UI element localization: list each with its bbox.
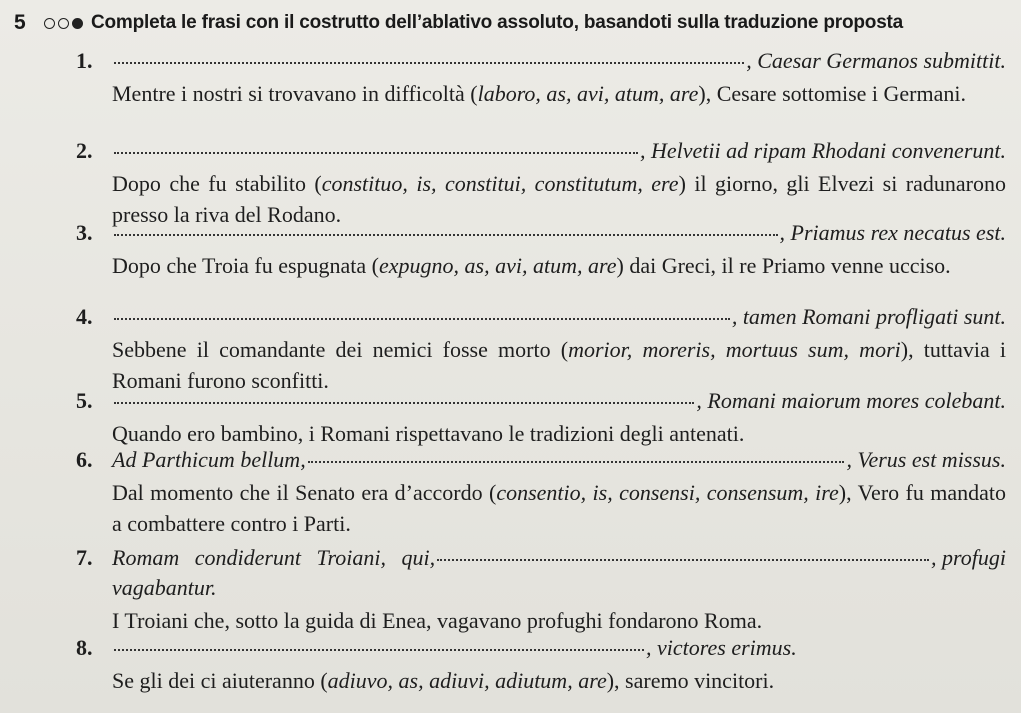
- verb-paradigm: constituo, is, constitui, constitutum, ere: [321, 171, 679, 196]
- answer-blank[interactable]: [308, 451, 845, 463]
- exercise-item-1: [76, 48, 1006, 109]
- italian-translation: Dopo che fu stabilito (constituo, is, constitui, constitutum, ere) il giorno, gli Elvezi si radunarono presso la riva del Rodano.: [112, 171, 1006, 227]
- difficulty-indicator: [44, 18, 83, 29]
- answer-blank[interactable]: [114, 308, 730, 320]
- exercise-item-4: [76, 304, 1006, 396]
- difficulty-dot-empty: [58, 18, 69, 29]
- verb-paradigm: consentio, is, consensi, consensum, ire: [496, 480, 839, 505]
- latin-sentence-continuation: vagabantur.: [112, 575, 217, 600]
- exercise-item-5: [76, 388, 1006, 449]
- answer-blank[interactable]: [114, 52, 744, 64]
- italian-translation: Quando ero bambino, i Romani rispettavano le tradizioni degli antenati.: [112, 421, 745, 446]
- latin-sentence-start: Romam condiderunt Troiani, qui,: [112, 545, 436, 570]
- answer-blank[interactable]: [114, 224, 778, 236]
- italian-translation: Sebbene il comandante dei nemici fosse morto (morior, moreris, mortuus sum, mori), tuttavia i Romani furono sconfitti.: [112, 337, 1007, 393]
- latin-sentence-end: , profugi: [931, 545, 1006, 570]
- italian-translation: Mentre i nostri si trovavano in difficoltà (laboro, as, avi, atum, are), Cesare sottomise i Germani.: [112, 81, 966, 106]
- exercise-number: 5: [14, 11, 26, 34]
- latin-sentence: , Priamus rex necatus est.: [779, 220, 1006, 245]
- verb-paradigm: morior, moreris, mortuus sum, mori: [568, 337, 901, 362]
- item-number: 6.: [76, 447, 93, 472]
- answer-blank[interactable]: [437, 549, 929, 561]
- difficulty-dot-empty: [44, 18, 55, 29]
- verb-paradigm: adiuvo, as, adiuvi, adiutum, are: [327, 668, 607, 693]
- exercise-item-7: [76, 545, 1006, 636]
- item-number: 8.: [76, 635, 93, 660]
- italian-translation: Dal momento che il Senato era d’accordo (consentio, is, consensi, consensum, ire), Vero fu mandato a combattere contro i Parti.: [112, 480, 1007, 536]
- latin-sentence: , victores erimus.: [646, 635, 797, 660]
- latin-sentence: , Helvetii ad ripam Rhodani convenerunt.: [640, 138, 1006, 163]
- difficulty-dot-filled: [72, 18, 83, 29]
- latin-sentence: , tamen Romani profligati sunt.: [731, 304, 1006, 329]
- item-number: 5.: [76, 388, 93, 413]
- latin-sentence: , Caesar Germanos submittit.: [746, 48, 1006, 73]
- latin-sentence: , Romani maiorum mores colebant.: [696, 388, 1006, 413]
- italian-translation: Dopo che Troia fu espugnata (expugno, as, avi, atum, are) dai Greci, il re Priamo venne ucciso.: [112, 253, 951, 278]
- verb-paradigm: expugno, as, avi, atum, are: [379, 253, 617, 278]
- italian-translation: Se gli dei ci aiuteranno (adiuvo, as, adiuvi, adiutum, are), saremo vincitori.: [112, 668, 775, 693]
- item-number: 3.: [76, 220, 93, 245]
- answer-blank[interactable]: [114, 639, 644, 651]
- exercise-item-6: [76, 447, 1006, 539]
- exercise-header: [14, 8, 1014, 38]
- answer-blank[interactable]: [114, 392, 694, 404]
- answer-blank[interactable]: [114, 142, 638, 154]
- italian-translation: I Troiani che, sotto la guida di Enea, vagavano profughi fondarono Roma.: [112, 608, 763, 633]
- exercise-instruction: Completa le frasi con il costrutto dell’ablativo assoluto, basandoti sulla traduzione proposta: [91, 12, 904, 33]
- latin-sentence-start: Ad Parthicum bellum,: [112, 447, 306, 472]
- exercise-item-3: [76, 220, 1006, 281]
- item-number: 1.: [76, 48, 93, 73]
- exercise-item-2: [76, 138, 1006, 230]
- exercise-item-8: [76, 635, 1006, 696]
- verb-paradigm: laboro, as, avi, atum, are: [477, 81, 699, 106]
- latin-sentence-end: , Verus est missus.: [846, 447, 1006, 472]
- item-number: 4.: [76, 304, 93, 329]
- item-number: 7.: [76, 545, 93, 570]
- item-number: 2.: [76, 138, 93, 163]
